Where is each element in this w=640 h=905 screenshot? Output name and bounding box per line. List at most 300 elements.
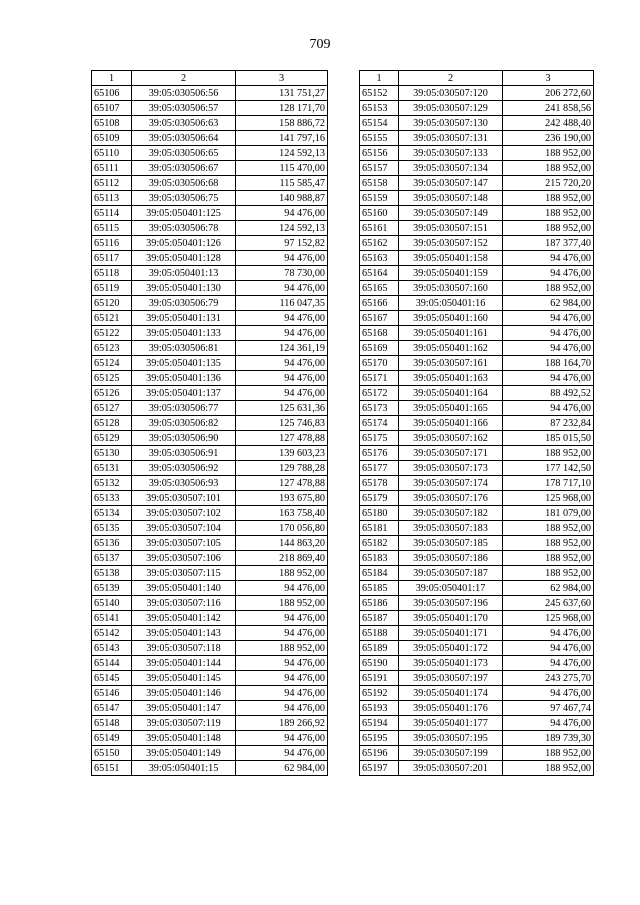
cadastral-value: 94 476,00 (236, 281, 328, 296)
table-row (92, 521, 328, 536)
table-row (92, 446, 328, 461)
cadastral-value: 188 952,00 (503, 761, 594, 776)
cadastral-number: 39:05:030507:120 (399, 86, 503, 101)
table-row (360, 446, 594, 461)
row-number: 65187 (360, 611, 399, 626)
cadastral-number: 39:05:030507:131 (399, 131, 503, 146)
cadastral-value: 116 047,35 (236, 296, 328, 311)
header-col-1: 1 (92, 71, 132, 86)
cadastral-value: 206 272,60 (503, 86, 594, 101)
cadastral-number: 39:05:030507:118 (132, 641, 236, 656)
table-row (360, 416, 594, 431)
row-number: 65181 (360, 521, 399, 536)
row-number: 65168 (360, 326, 399, 341)
row-number: 65132 (92, 476, 132, 491)
table-row (360, 251, 594, 266)
cadastral-number: 39:05:030507:134 (399, 161, 503, 176)
row-number: 65196 (360, 746, 399, 761)
row-number: 65120 (92, 296, 132, 311)
cadastral-value: 185 015,50 (503, 431, 594, 446)
cadastral-number: 39:05:030506:79 (132, 296, 236, 311)
cadastral-value: 94 476,00 (236, 311, 328, 326)
cadastral-number: 39:05:050401:142 (132, 611, 236, 626)
row-number: 65186 (360, 596, 399, 611)
row-number: 65173 (360, 401, 399, 416)
cadastral-number: 39:05:030506:64 (132, 131, 236, 146)
table-row (360, 191, 594, 206)
cadastral-number: 39:05:050401:159 (399, 266, 503, 281)
cadastral-number: 39:05:030507:183 (399, 521, 503, 536)
cadastral-number: 39:05:030506:78 (132, 221, 236, 236)
cadastral-number: 39:05:030507:173 (399, 461, 503, 476)
row-number: 65118 (92, 266, 132, 281)
cadastral-number: 39:05:050401:17 (399, 581, 503, 596)
cadastral-value: 170 056,80 (236, 521, 328, 536)
cadastral-value: 236 190,00 (503, 131, 594, 146)
cadastral-value: 125 968,00 (503, 611, 594, 626)
table-row (92, 206, 328, 221)
row-number: 65185 (360, 581, 399, 596)
table-row (360, 536, 594, 551)
row-number: 65127 (92, 401, 132, 416)
cadastral-value: 188 952,00 (503, 521, 594, 536)
cadastral-value: 94 476,00 (503, 251, 594, 266)
cadastral-number: 39:05:030507:197 (399, 671, 503, 686)
row-number: 65130 (92, 446, 132, 461)
cadastral-number: 39:05:050401:172 (399, 641, 503, 656)
row-number: 65142 (92, 626, 132, 641)
table-row (92, 731, 328, 746)
row-number: 65148 (92, 716, 132, 731)
cadastral-value: 245 637,60 (503, 596, 594, 611)
table-row (92, 251, 328, 266)
row-number: 65179 (360, 491, 399, 506)
table-row (92, 86, 328, 101)
table-row (360, 386, 594, 401)
table-row (360, 461, 594, 476)
cadastral-number: 39:05:030506:56 (132, 86, 236, 101)
cadastral-number: 39:05:030506:77 (132, 401, 236, 416)
cadastral-number: 39:05:050401:131 (132, 311, 236, 326)
cadastral-number: 39:05:050401:147 (132, 701, 236, 716)
row-number: 65126 (92, 386, 132, 401)
cadastral-number: 39:05:050401:128 (132, 251, 236, 266)
cadastral-number: 39:05:050401:161 (399, 326, 503, 341)
cadastral-number: 39:05:030507:105 (132, 536, 236, 551)
header-col-2: 2 (132, 71, 236, 86)
table-row (360, 671, 594, 686)
cadastral-value: 189 739,30 (503, 731, 594, 746)
table-row (92, 101, 328, 116)
row-number: 65137 (92, 551, 132, 566)
cadastral-number: 39:05:030507:171 (399, 446, 503, 461)
row-number: 65194 (360, 716, 399, 731)
cadastral-number: 39:05:030507:196 (399, 596, 503, 611)
cadastral-number: 39:05:030507:151 (399, 221, 503, 236)
table-body (92, 86, 328, 776)
cadastral-value: 188 164,70 (503, 356, 594, 371)
cadastral-number: 39:05:050401:145 (132, 671, 236, 686)
table-row (92, 236, 328, 251)
row-number: 65133 (92, 491, 132, 506)
cadastral-number: 39:05:050401:171 (399, 626, 503, 641)
row-number: 65177 (360, 461, 399, 476)
row-number: 65178 (360, 476, 399, 491)
cadastral-number: 39:05:030507:199 (399, 746, 503, 761)
row-number: 65128 (92, 416, 132, 431)
table-row (92, 146, 328, 161)
cadastral-number: 39:05:030507:160 (399, 281, 503, 296)
cadastral-value: 94 476,00 (236, 251, 328, 266)
row-number: 65192 (360, 686, 399, 701)
row-number: 65121 (92, 311, 132, 326)
row-number: 65176 (360, 446, 399, 461)
table-row (92, 401, 328, 416)
row-number: 65160 (360, 206, 399, 221)
row-number: 65109 (92, 131, 132, 146)
cadastral-number: 39:05:050401:146 (132, 686, 236, 701)
cadastral-number: 39:05:030506:65 (132, 146, 236, 161)
row-number: 65134 (92, 506, 132, 521)
cadastral-value: 129 788,28 (236, 461, 328, 476)
cadastral-value: 94 476,00 (236, 626, 328, 641)
cadastral-value: 94 476,00 (503, 266, 594, 281)
row-number: 65135 (92, 521, 132, 536)
cadastral-number: 39:05:030506:93 (132, 476, 236, 491)
cadastral-value: 94 476,00 (236, 746, 328, 761)
cadastral-number: 39:05:050401:13 (132, 266, 236, 281)
cadastral-number: 39:05:030507:130 (399, 116, 503, 131)
header-col-3: 3 (236, 71, 328, 86)
row-number: 65182 (360, 536, 399, 551)
table-row (360, 221, 594, 236)
cadastral-value: 177 142,50 (503, 461, 594, 476)
row-number: 65143 (92, 641, 132, 656)
cadastral-number: 39:05:030507:106 (132, 551, 236, 566)
cadastral-value: 243 275,70 (503, 671, 594, 686)
table-row (360, 626, 594, 641)
table-row (92, 326, 328, 341)
cadastral-number: 39:05:030506:57 (132, 101, 236, 116)
row-number: 65151 (92, 761, 132, 776)
cadastral-value: 94 476,00 (503, 311, 594, 326)
table-row (92, 716, 328, 731)
cadastral-value: 188 952,00 (503, 551, 594, 566)
table-row (360, 566, 594, 581)
cadastral-value: 188 952,00 (503, 146, 594, 161)
table-row (92, 386, 328, 401)
row-number: 65166 (360, 296, 399, 311)
cadastral-value: 188 952,00 (503, 446, 594, 461)
cadastral-value: 188 952,00 (503, 281, 594, 296)
cadastral-number: 39:05:030506:82 (132, 416, 236, 431)
cadastral-value: 94 476,00 (236, 371, 328, 386)
cadastral-number: 39:05:030507:201 (399, 761, 503, 776)
cadastral-value: 94 476,00 (503, 641, 594, 656)
cadastral-value: 94 476,00 (236, 356, 328, 371)
table-header (92, 71, 328, 86)
row-number: 65191 (360, 671, 399, 686)
row-number: 65159 (360, 191, 399, 206)
table-row (92, 116, 328, 131)
table-row (360, 611, 594, 626)
row-number: 65170 (360, 356, 399, 371)
row-number: 65175 (360, 431, 399, 446)
table-row (92, 461, 328, 476)
cadastral-number: 39:05:030506:67 (132, 161, 236, 176)
row-number: 65144 (92, 656, 132, 671)
row-number: 65115 (92, 221, 132, 236)
cadastral-number: 39:05:050401:133 (132, 326, 236, 341)
cadastral-number: 39:05:030507:101 (132, 491, 236, 506)
cadastral-number: 39:05:030507:119 (132, 716, 236, 731)
cadastral-number: 39:05:050401:148 (132, 731, 236, 746)
header-col-1: 1 (360, 71, 399, 86)
cadastral-value: 62 984,00 (503, 581, 594, 596)
cadastral-value: 94 476,00 (236, 611, 328, 626)
table-row (92, 761, 328, 776)
table-row (92, 476, 328, 491)
cadastral-value: 188 952,00 (503, 161, 594, 176)
table-row (92, 431, 328, 446)
table-row (92, 626, 328, 641)
cadastral-value: 141 797,16 (236, 131, 328, 146)
page-number: 709 (309, 37, 331, 52)
cadastral-number: 39:05:030506:81 (132, 341, 236, 356)
table-row (360, 236, 594, 251)
table-row (360, 521, 594, 536)
table-row (92, 746, 328, 761)
cadastral-value: 125 631,36 (236, 401, 328, 416)
table-row (360, 761, 594, 776)
table-row (360, 686, 594, 701)
table-row (360, 641, 594, 656)
table-row (92, 371, 328, 386)
row-number: 65122 (92, 326, 132, 341)
row-number: 65161 (360, 221, 399, 236)
table-row (360, 431, 594, 446)
cadastral-value: 94 476,00 (503, 341, 594, 356)
cadastral-number: 39:05:030507:187 (399, 566, 503, 581)
table-row (92, 221, 328, 236)
row-number: 65140 (92, 596, 132, 611)
row-number: 65172 (360, 386, 399, 401)
cadastral-number: 39:05:050401:164 (399, 386, 503, 401)
cadastral-value: 94 476,00 (236, 326, 328, 341)
table-row (92, 341, 328, 356)
table-row (92, 416, 328, 431)
cadastral-value: 188 952,00 (503, 536, 594, 551)
cadastral-value: 88 492,52 (503, 386, 594, 401)
cadastral-number: 39:05:050401:15 (132, 761, 236, 776)
cadastral-value: 187 377,40 (503, 236, 594, 251)
row-number: 65107 (92, 101, 132, 116)
cadastral-number: 39:05:050401:149 (132, 746, 236, 761)
row-number: 65114 (92, 206, 132, 221)
cadastral-value: 124 361,19 (236, 341, 328, 356)
cadastral-value: 124 592,13 (236, 221, 328, 236)
table-row (360, 701, 594, 716)
cadastral-value: 127 478,88 (236, 476, 328, 491)
cadastral-number: 39:05:030506:90 (132, 431, 236, 446)
row-number: 65164 (360, 266, 399, 281)
cadastral-number: 39:05:030506:75 (132, 191, 236, 206)
cadastral-number: 39:05:030507:174 (399, 476, 503, 491)
cadastral-value: 94 476,00 (236, 701, 328, 716)
cadastral-number: 39:05:030507:115 (132, 566, 236, 581)
register-table-right (359, 70, 594, 776)
row-number: 65112 (92, 176, 132, 191)
table-row (92, 281, 328, 296)
row-number: 65129 (92, 431, 132, 446)
row-number: 65116 (92, 236, 132, 251)
row-number: 65184 (360, 566, 399, 581)
cadastral-value: 139 603,23 (236, 446, 328, 461)
cadastral-value: 78 730,00 (236, 266, 328, 281)
table-body (360, 86, 594, 776)
cadastral-value: 94 476,00 (236, 671, 328, 686)
table-row (92, 641, 328, 656)
row-number: 65154 (360, 116, 399, 131)
cadastral-value: 188 952,00 (503, 746, 594, 761)
cadastral-value: 189 266,92 (236, 716, 328, 731)
cadastral-value: 94 476,00 (503, 401, 594, 416)
table-row (360, 266, 594, 281)
cadastral-number: 39:05:030506:92 (132, 461, 236, 476)
cadastral-number: 39:05:050401:174 (399, 686, 503, 701)
cadastral-number: 39:05:050401:143 (132, 626, 236, 641)
row-number: 65152 (360, 86, 399, 101)
table-row (360, 281, 594, 296)
table-row (360, 161, 594, 176)
table-row (360, 716, 594, 731)
cadastral-value: 131 751,27 (236, 86, 328, 101)
cadastral-value: 87 232,84 (503, 416, 594, 431)
cadastral-number: 39:05:050401:176 (399, 701, 503, 716)
table-row (360, 746, 594, 761)
cadastral-number: 39:05:050401:166 (399, 416, 503, 431)
cadastral-number: 39:05:050401:163 (399, 371, 503, 386)
table-row (92, 596, 328, 611)
table-row (360, 311, 594, 326)
cadastral-value: 62 984,00 (236, 761, 328, 776)
row-number: 65157 (360, 161, 399, 176)
cadastral-value: 94 476,00 (236, 581, 328, 596)
table-row (92, 656, 328, 671)
cadastral-number: 39:05:050401:177 (399, 716, 503, 731)
row-number: 65158 (360, 176, 399, 191)
cadastral-value: 94 476,00 (503, 716, 594, 731)
row-number: 65165 (360, 281, 399, 296)
row-number: 65189 (360, 641, 399, 656)
cadastral-value: 94 476,00 (236, 686, 328, 701)
cadastral-value: 188 952,00 (503, 191, 594, 206)
cadastral-number: 39:05:050401:140 (132, 581, 236, 596)
cadastral-number: 39:05:050401:144 (132, 656, 236, 671)
table-row (92, 176, 328, 191)
cadastral-value: 127 478,88 (236, 431, 328, 446)
cadastral-number: 39:05:030507:161 (399, 356, 503, 371)
cadastral-number: 39:05:030507:116 (132, 596, 236, 611)
table-row (360, 506, 594, 521)
row-number: 65163 (360, 251, 399, 266)
cadastral-value: 94 476,00 (236, 386, 328, 401)
row-number: 65190 (360, 656, 399, 671)
table-row (360, 551, 594, 566)
cadastral-number: 39:05:030507:162 (399, 431, 503, 446)
cadastral-number: 39:05:030507:102 (132, 506, 236, 521)
table-row (92, 296, 328, 311)
table-row (92, 686, 328, 701)
cadastral-value: 128 171,70 (236, 101, 328, 116)
row-number: 65149 (92, 731, 132, 746)
table-row (360, 731, 594, 746)
table-row (92, 191, 328, 206)
row-number: 65146 (92, 686, 132, 701)
cadastral-value: 218 869,40 (236, 551, 328, 566)
row-number: 65125 (92, 371, 132, 386)
cadastral-number: 39:05:050401:162 (399, 341, 503, 356)
cadastral-value: 115 585,47 (236, 176, 328, 191)
row-number: 65174 (360, 416, 399, 431)
table-row (360, 131, 594, 146)
cadastral-number: 39:05:030507:147 (399, 176, 503, 191)
cadastral-value: 94 476,00 (503, 371, 594, 386)
table-row (360, 371, 594, 386)
cadastral-number: 39:05:030507:149 (399, 206, 503, 221)
row-number: 65156 (360, 146, 399, 161)
cadastral-number: 39:05:030507:182 (399, 506, 503, 521)
cadastral-number: 39:05:030507:195 (399, 731, 503, 746)
cadastral-value: 62 984,00 (503, 296, 594, 311)
header-col-3: 3 (503, 71, 594, 86)
table-row (360, 176, 594, 191)
table-row (92, 491, 328, 506)
cadastral-value: 188 952,00 (503, 206, 594, 221)
table-row (360, 581, 594, 596)
row-number: 65193 (360, 701, 399, 716)
cadastral-number: 39:05:030507:104 (132, 521, 236, 536)
cadastral-value: 94 476,00 (503, 326, 594, 341)
row-number: 65117 (92, 251, 132, 266)
cadastral-value: 241 858,56 (503, 101, 594, 116)
cadastral-value: 188 952,00 (236, 641, 328, 656)
row-number: 65108 (92, 116, 132, 131)
cadastral-number: 39:05:030507:186 (399, 551, 503, 566)
cadastral-value: 178 717,10 (503, 476, 594, 491)
table-row (92, 611, 328, 626)
cadastral-number: 39:05:050401:160 (399, 311, 503, 326)
cadastral-number: 39:05:050401:135 (132, 356, 236, 371)
cadastral-value: 94 476,00 (236, 656, 328, 671)
table-row (360, 401, 594, 416)
table-row (360, 596, 594, 611)
row-number: 65180 (360, 506, 399, 521)
table-row (92, 161, 328, 176)
cadastral-number: 39:05:030507:148 (399, 191, 503, 206)
cadastral-value: 188 952,00 (236, 566, 328, 581)
cadastral-number: 39:05:030507:129 (399, 101, 503, 116)
cadastral-number: 39:05:050401:170 (399, 611, 503, 626)
header-col-2: 2 (399, 71, 503, 86)
table-row (360, 476, 594, 491)
row-number: 65141 (92, 611, 132, 626)
table-row (360, 296, 594, 311)
table-row (360, 656, 594, 671)
row-number: 65162 (360, 236, 399, 251)
cadastral-number: 39:05:030507:152 (399, 236, 503, 251)
cadastral-value: 94 476,00 (236, 206, 328, 221)
